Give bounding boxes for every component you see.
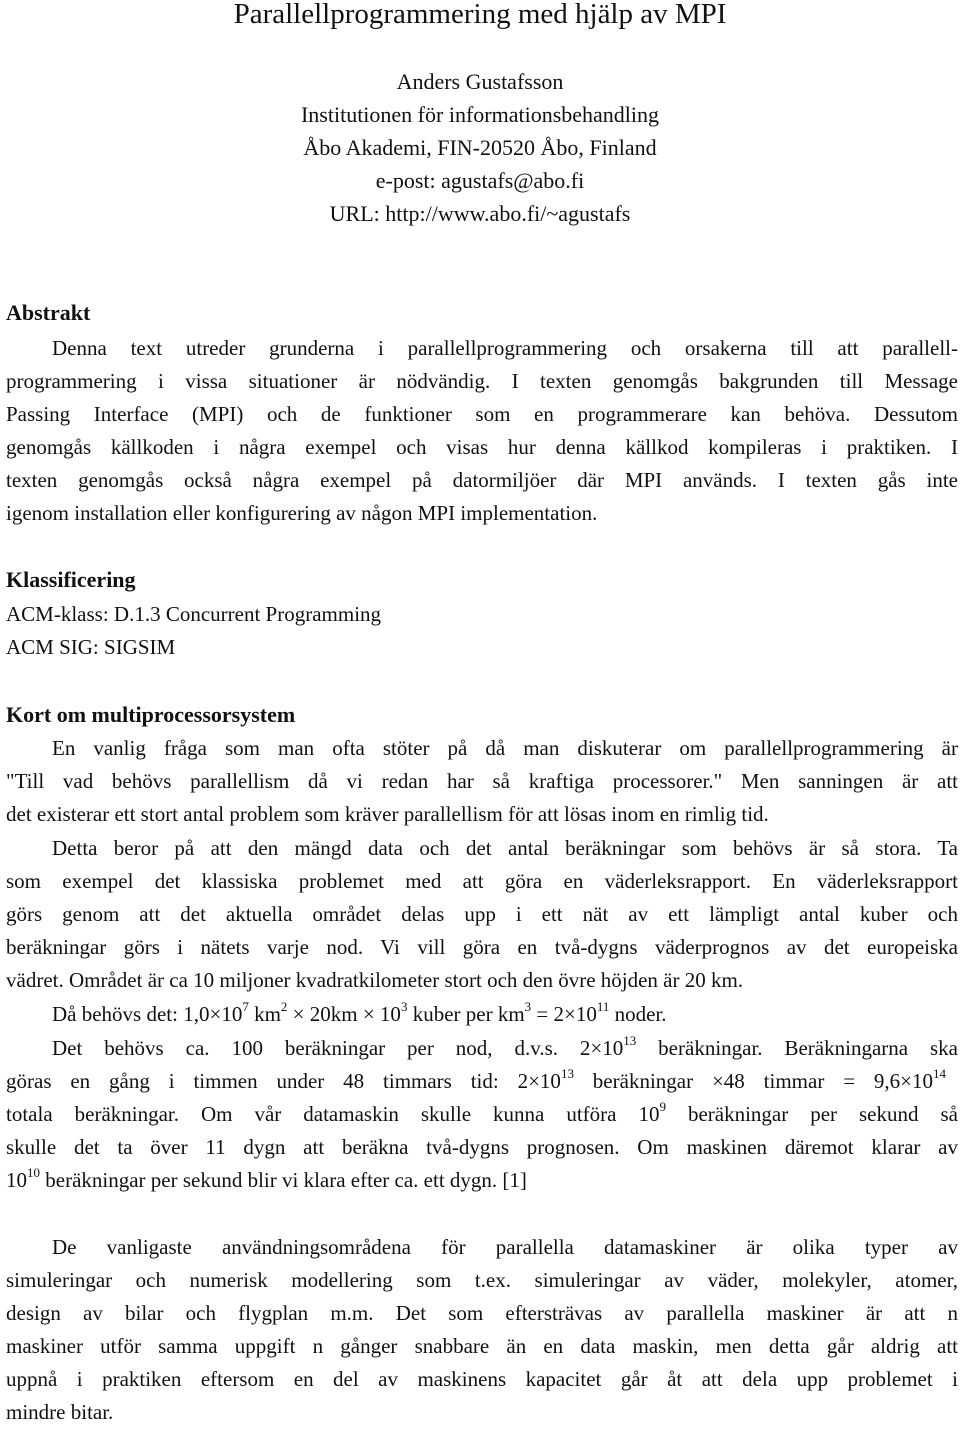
abstract-heading: Abstrakt: [6, 300, 91, 325]
abstract-line: texten genomgås också några exempel på datormiljöer där MPI används. I texten gås inte: [6, 468, 958, 492]
author-url: URL: http://www.abo.fi/~agustafs: [329, 201, 631, 226]
acm-class: ACM-klass: D.1.3 Concurrent Programming: [6, 602, 382, 626]
body-line: uppnå i praktiken eftersom en del av maskinens kapacitet går åt att dela upp problemet i: [6, 1367, 958, 1391]
body-line: simuleringar och numerisk modellering som t.ex. simuleringar av väder, molekyler, atomer,: [6, 1268, 958, 1292]
author-name: Anders Gustafsson: [396, 69, 564, 94]
body-line: det existerar ett stort antal problem som kräver parallellism för att lösas inom en rimlig tid.: [6, 802, 769, 826]
body-line: En vanlig fråga som man ofta stöter på då man diskuterar om parallellprogrammering är: [52, 736, 958, 760]
paper-title: Parallellprogrammering med hjälp av MPI: [233, 0, 727, 30]
body-line: beräkningar görs i nätets varje nod. Vi vill göra en två-dygns väderprognos av det europeiska: [6, 935, 958, 959]
calc-line: totala beräkningar. Om vår datamaskin skulle kunna utföra $10^9$ beräkningar per sekund så: [6, 1099, 958, 1126]
abstract-line: igenom installation eller konfigurering av någon MPI implementation.: [6, 501, 598, 525]
author-institution: Institutionen för informationsbehandling: [300, 102, 660, 127]
author-block: [0, 65, 960, 230]
body-line: design av bilar och flygplan m.m. Det som eftersträvas av parallella maskiner är att n: [6, 1301, 958, 1325]
abstract-line: Passing Interface (MPI) och de funktioner som en programmerare kan behöva. Dessutom: [6, 402, 958, 426]
section-heading: Kort om multiprocessorsystem: [6, 702, 296, 727]
calc-line: Då behövs det: $1,0\times 10^7$ $km^2 \times 20km \times 10^3$ kuber per $km^3 = 2\times 10^{11}$ noder.: [52, 999, 667, 1026]
abstract-line: genomgås källkoden i några exempel och visas hur denna källkod kompileras i praktiken. I: [6, 435, 958, 459]
author-email: e-post: agustafs@abo.fi: [375, 168, 585, 193]
abstract-line: programmering i vissa situationer är nödvändig. I texten genomgås bakgrunden till Message: [6, 369, 958, 393]
body-line: som exempel det klassiska problemet med att göra en väderleksrapport. En väderleksrapport: [6, 869, 958, 893]
classification-heading: Klassificering: [6, 567, 136, 592]
body-line: "Till vad behövs parallellism då vi redan har så kraftiga processorer." Men sanningen är att: [6, 769, 958, 793]
calc-line: Det behövs ca. 100 beräkningar per nod, d.v.s. $2\times 10^{13}$ beräkningar. Beräkningarna ska: [52, 1033, 958, 1060]
acm-sig: ACM SIG: SIGSIM: [6, 635, 176, 659]
body-line: görs genom att det aktuella området delas upp i ett nät av ett lämpligt antal kuber och: [6, 902, 958, 926]
body-line: De vanligaste användningsområdena för parallella datamaskiner är olika typer av: [52, 1235, 958, 1259]
body-line: Detta beror på att den mängd data och det antal beräkningar som behövs är så stora. Ta: [52, 836, 958, 860]
calc-line: göras en gång i timmen under 48 timmars tid: $2\times 10^{13}$ beräkningar ×48 timmar = $9,6\times 10^{14}$: [6, 1066, 946, 1093]
author-address: Åbo Akademi, FIN-20520 Åbo, Finland: [303, 135, 657, 160]
abstract-line: Denna text utreder grunderna i parallellprogrammering och orsakerna till att parallell-: [52, 336, 958, 360]
body-line: mindre bitar.: [6, 1400, 114, 1424]
calc-line: $10^{10}$ beräkningar per sekund blir vi klara efter ca. ett dygn. [1]: [6, 1165, 527, 1192]
body-line: vädret. Området är ca 10 miljoner kvadratkilometer stort och den övre höjden är 20 km.: [6, 968, 744, 992]
calc-line: skulle det ta över 11 dygn att beräkna två-dygns prognosen. Om maskinen däremot klarar av: [6, 1135, 958, 1159]
body-line: maskiner utför samma uppgift n gånger snabbare än en data maskin, men detta går aldrig att: [6, 1334, 958, 1358]
